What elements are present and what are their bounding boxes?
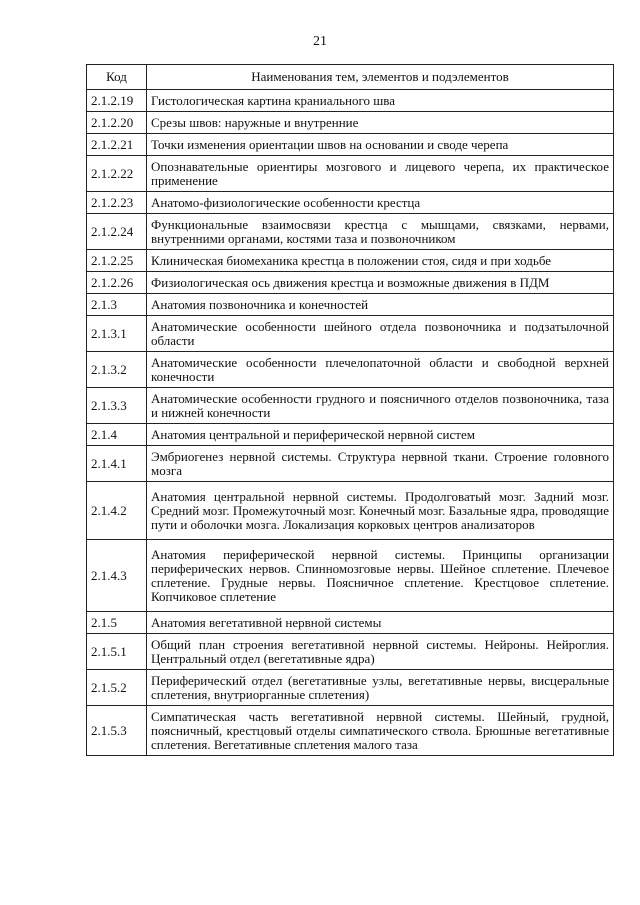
page-number: 21 <box>313 34 327 49</box>
row-title: Анатомия вегетативной нервной системы <box>147 612 614 634</box>
table-row <box>87 192 614 214</box>
table-row <box>87 90 614 112</box>
row-code: 2.1.5.2 <box>87 670 147 706</box>
row-title: Анатомия периферической нервной системы. Принципы организации периферических нервов. Спинномозговые нервы. Шейное сплетение. Плечевое сплетение. Грудные нервы. Поясничное сплетение. Крестцовое сплетение. Копчиковое сплетение <box>147 540 614 612</box>
table-row <box>87 424 614 446</box>
row-title: Гистологическая картина краниального шва <box>147 90 614 112</box>
row-title: Срезы швов: наружные и внутренние <box>147 112 614 134</box>
row-code: 2.1.2.25 <box>87 250 147 272</box>
row-code: 2.1.5.1 <box>87 634 147 670</box>
row-title: Физиологическая ось движения крестца и возможные движения в ПДМ <box>147 272 614 294</box>
row-code: 2.1.2.21 <box>87 134 147 156</box>
table-row <box>87 634 614 670</box>
row-title: Анатомические особенности шейного отдела позвоночника и подзатылочной области <box>147 316 614 352</box>
header-title: Наименования тем, элементов и подэлементов <box>147 65 614 90</box>
table-row <box>87 706 614 756</box>
row-title: Периферический отдел (вегетативные узлы, вегетативные нервы, висцеральные сплетения, внутриорганные сплетения) <box>147 670 614 706</box>
row-title: Анатомия центральной и периферической нервной систем <box>147 424 614 446</box>
row-code: 2.1.3.3 <box>87 388 147 424</box>
row-title: Функциональные взаимосвязи крестца с мышцами, связками, нервами, внутренними органами, костями таза и позвоночником <box>147 214 614 250</box>
row-code: 2.1.5 <box>87 612 147 634</box>
row-code: 2.1.3.1 <box>87 316 147 352</box>
row-title: Клиническая биомеханика крестца в положении стоя, сидя и при ходьбе <box>147 250 614 272</box>
row-title: Симпатическая часть вегетативной нервной системы. Шейный, грудной, поясничный, крестцовый отделы симпатического ствола. Брюшные вегетативные сплетения. Вегетативные сплетения малого таза <box>147 706 614 756</box>
table-header-row <box>87 65 614 90</box>
row-title: Точки изменения ориентации швов на основании и своде черепа <box>147 134 614 156</box>
row-code: 2.1.2.26 <box>87 272 147 294</box>
row-code: 2.1.2.24 <box>87 214 147 250</box>
row-code: 2.1.4.1 <box>87 446 147 482</box>
table-row <box>87 540 614 612</box>
table-row <box>87 112 614 134</box>
row-title: Анатомические особенности грудного и поясничного отделов позвоночника, таза и нижней конечности <box>147 388 614 424</box>
row-title: Эмбриогенез нервной системы. Структура нервной ткани. Строение головного мозга <box>147 446 614 482</box>
table-row <box>87 352 614 388</box>
row-title: Анатомические особенности плечелопаточной области и свободной верхней конечности <box>147 352 614 388</box>
row-code: 2.1.4.3 <box>87 540 147 612</box>
row-title: Опознавательные ориентиры мозгового и лицевого черепа, их практическое применение <box>147 156 614 192</box>
row-code: 2.1.3.2 <box>87 352 147 388</box>
table-row <box>87 482 614 540</box>
table-row <box>87 214 614 250</box>
table-row <box>87 294 614 316</box>
row-code: 2.1.2.22 <box>87 156 147 192</box>
curriculum-table <box>86 64 614 756</box>
row-code: 2.1.2.23 <box>87 192 147 214</box>
row-code: 2.1.3 <box>87 294 147 316</box>
table-body <box>87 90 614 756</box>
table-row <box>87 670 614 706</box>
row-code: 2.1.2.19 <box>87 90 147 112</box>
row-code: 2.1.4.2 <box>87 482 147 540</box>
header-code: Код <box>87 65 147 90</box>
table-row <box>87 156 614 192</box>
row-code: 2.1.2.20 <box>87 112 147 134</box>
row-title: Анатомо-физиологические особенности крестца <box>147 192 614 214</box>
row-title: Анатомия центральной нервной системы. Продолговатый мозг. Задний мозг. Средний мозг. Промежуточный мозг. Конечный мозг. Базальные ядра, проводящие пути и оболочки мозга. Локализация корковых центров анализаторов <box>147 482 614 540</box>
row-title: Общий план строения вегетативной нервной системы. Нейроны. Нейроглия. Центральный отдел (вегетативные ядра) <box>147 634 614 670</box>
table-row <box>87 316 614 352</box>
table-row <box>87 612 614 634</box>
row-code: 2.1.4 <box>87 424 147 446</box>
table-row <box>87 250 614 272</box>
table-row <box>87 446 614 482</box>
row-title: Анатомия позвоночника и конечностей <box>147 294 614 316</box>
row-code: 2.1.5.3 <box>87 706 147 756</box>
table-row <box>87 388 614 424</box>
table-row <box>87 272 614 294</box>
table-row <box>87 134 614 156</box>
